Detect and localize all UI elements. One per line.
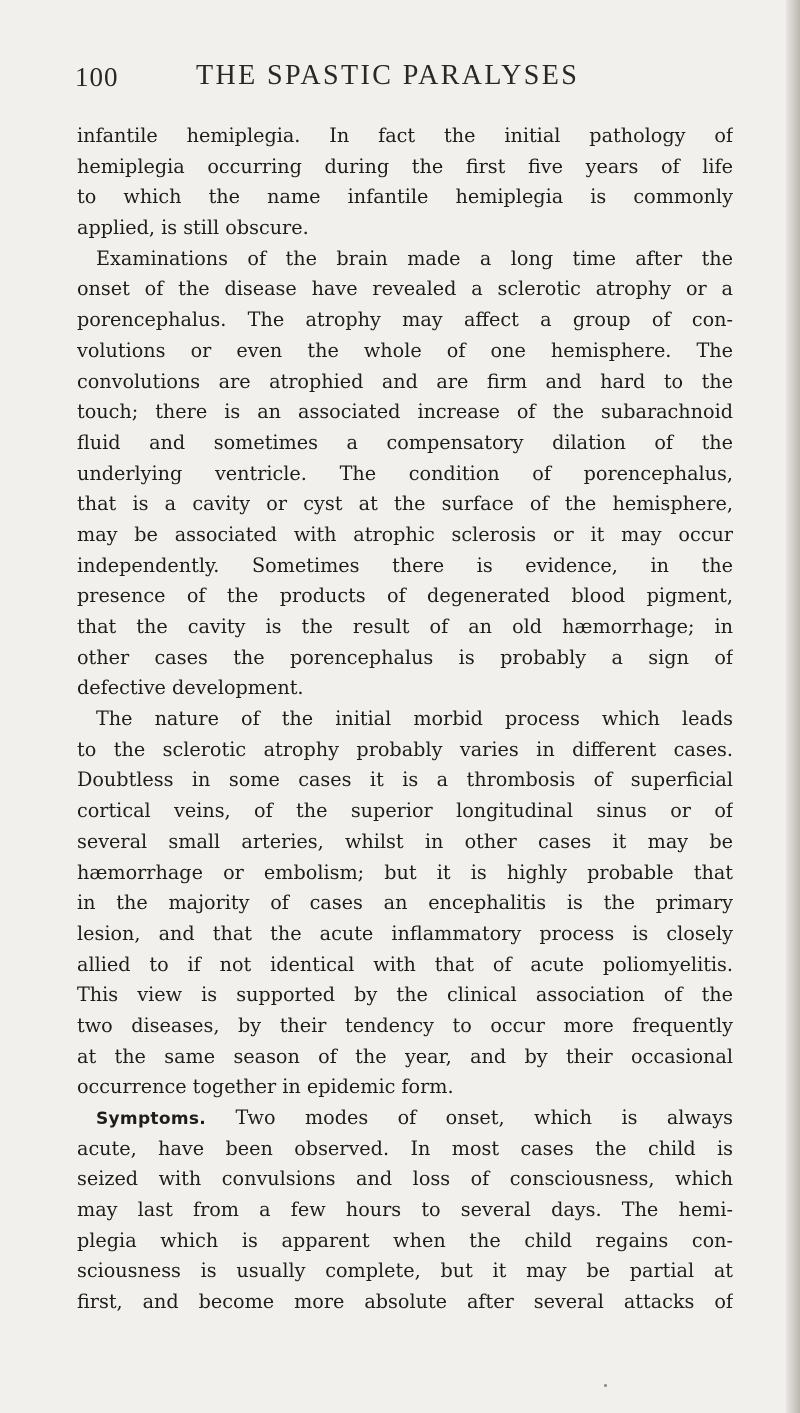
text-line: onset of the disease have revealed a sclerotic atrophy or a	[77, 277, 733, 301]
text-line: cortical veins, of the superior longitudinal sinus or of	[77, 799, 733, 823]
page-edge-shadow	[786, 0, 800, 1413]
text-line: porencephalus. The atrophy may affect a group of con-	[77, 308, 733, 332]
text-line: touch; there is an associated increase of the subarachnoid	[77, 400, 733, 424]
text-line: volutions or even the whole of one hemisphere. The	[77, 338, 733, 362]
text-line: that the cavity is the result of an old hæmorrhage; in	[77, 615, 733, 638]
text-line: infantile hemiplegia. In fact the initial pathology of	[77, 124, 733, 147]
text-line: acute, have been observed. In most cases the child is	[77, 1136, 733, 1160]
paper-speck	[604, 1384, 607, 1387]
text-line: sciousness is usually complete, but it may be partial at	[77, 1259, 733, 1283]
text-line: at the same season of the year, and by their occasional	[77, 1044, 733, 1068]
running-head: THE SPASTIC PARALYSES	[196, 60, 580, 91]
text-line: other cases the porencephalus is probably a sign of	[77, 645, 733, 669]
text-line: This view is supported by the clinical association of the	[77, 983, 733, 1007]
text-line: lesion, and that the acute inflammatory process is closely	[77, 921, 733, 945]
text-line: Doubtless in some cases it is a thrombosis of superficial	[77, 768, 733, 792]
text-line: Examinations of the brain made a long time after the	[96, 246, 733, 270]
page-header	[0, 58, 800, 98]
text-line: in the majority of cases an encephalitis is the primary	[77, 891, 733, 915]
symptoms-heading: Symptoms.	[96, 1109, 207, 1129]
text-line: several small arteries, whilst in other cases it may be	[77, 829, 733, 853]
text-line: two diseases, by their tendency to occur more frequently	[77, 1013, 733, 1037]
text-line: presence of the products of degenerated blood pigment,	[77, 584, 733, 608]
text-line: allied to if not identical with that of acute poliomyelitis.	[77, 952, 733, 976]
body-text	[77, 121, 733, 1318]
text-line: The nature of the initial morbid process which leads	[96, 707, 733, 731]
text-line: may last from a few hours to several days. The hemi-	[77, 1198, 733, 1222]
text-line: seized with convulsions and loss of consciousness, which	[77, 1167, 733, 1191]
symptoms-line	[77, 1103, 733, 1134]
text-line: to the sclerotic atrophy probably varies in different cases.	[77, 737, 733, 761]
symptoms-first-line-text: Two modes of onset, which is always	[235, 1106, 733, 1129]
text-line: defective development.	[77, 676, 304, 700]
text-line: independently. Sometimes there is evidence, in the	[77, 553, 733, 577]
text-line: hæmorrhage or embolism; but it is highly probable that	[77, 860, 733, 884]
text-line: convolutions are atrophied and are firm and hard to the	[77, 369, 733, 393]
text-line: that is a cavity or cyst at the surface of the hemisphere,	[77, 492, 733, 516]
text-line: underlying ventricle. The condition of porencephalus,	[77, 461, 733, 485]
text-line: hemiplegia occurring during the first five years of life	[77, 154, 733, 178]
text-line: fluid and sometimes a compensatory dilation of the	[77, 430, 733, 454]
text-line: first, and become more absolute after several attacks of	[77, 1290, 733, 1314]
text-line: occurrence together in epidemic form.	[77, 1075, 454, 1099]
text-line: to which the name infantile hemiplegia is commonly	[77, 185, 733, 209]
text-line: may be associated with atrophic sclerosis or it may occur	[77, 522, 733, 546]
text-line: applied, is still obscure.	[77, 216, 309, 240]
page-number: 100	[75, 62, 119, 92]
text-line: plegia which is apparent when the child regains con-	[77, 1228, 733, 1252]
